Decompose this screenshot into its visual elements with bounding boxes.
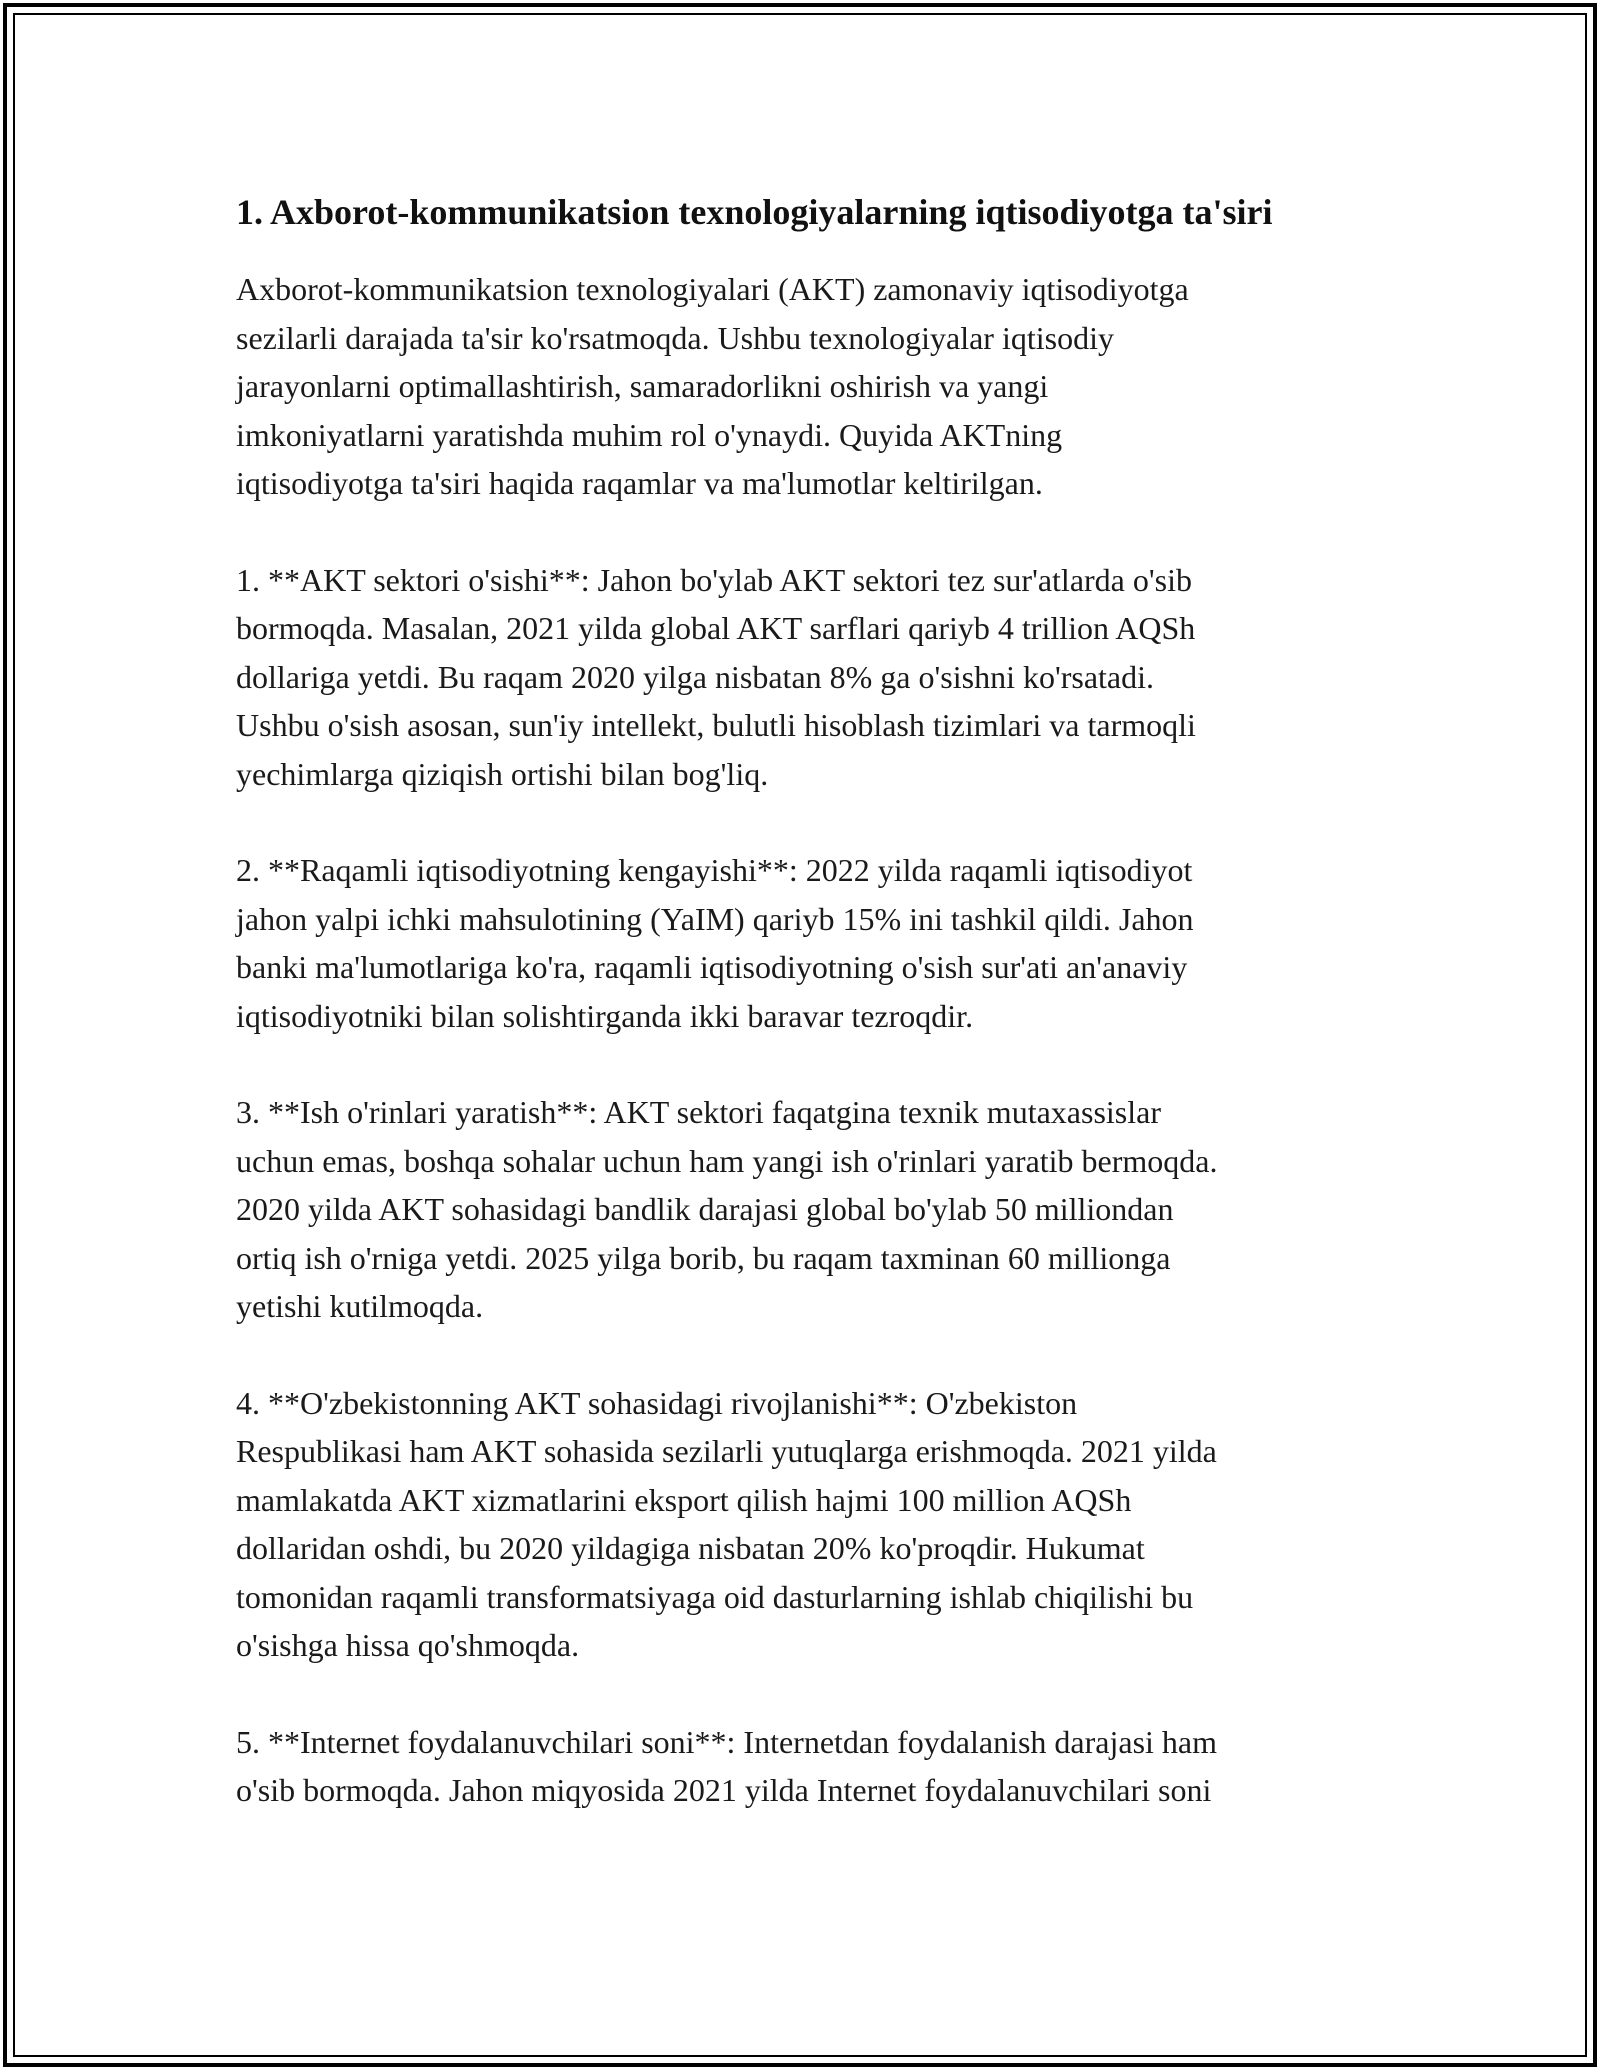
section-heading: 1. Axborot-kommunikatsion texnologiyalarning iqtisodiyotga ta'siri [236, 192, 1273, 232]
document-body [236, 185, 1366, 1863]
point-1-paragraph: 1. **AKT sektori o'sishi**: Jahon bo'ylab AKT sektori tez sur'atlarda o'sib bormoqda. Masalan, 2021 yilda global AKT sarflari qariyb 4 trillion AQSh dollariga yetdi. Bu raqam 2020 yilga nisbatan 8% ga o'sishni ko'rsatadi. Ushbu o'sish asosan, sun'iy intellekt, bulutli hisoblash tizimlari va tarmoqli yechimlarga qiziqish ortishi bilan bog'liq. [236, 561, 1196, 792]
point-3-paragraph: 3. **Ish o'rinlari yaratish**: AKT sektori faqatgina texnik mutaxassislar uchun emas, boshqa sohalar uchun ham yangi ish o'rinlari yaratib bermoqda. 2020 yilda AKT sohasidagi bandlik darajasi global bo'ylab 50 milliondan ortiq ish o'rniga yetdi. 2025 yilga borib, bu raqam taxminan 60 millionga yetishi kutilmoqda. [236, 1094, 1218, 1324]
point-5-paragraph: 5. **Internet foydalanuvchilari soni**: Internetdan foydalanish darajasi ham o'sib bormoqda. Jahon miqyosida 2021 yilda Internet foydalanuvchilari soni [236, 1723, 1218, 1808]
point-2-paragraph: 2. **Raqamli iqtisodiyotning kengayishi**: 2022 yilda raqamli iqtisodiyot jahon yalpi ichki mahsulotining (YaIM) qariyb 15% ini tashkil qildi. Jahon banki ma'lumotlariga ko'ra, raqamli iqtisodiyotning o'sish sur'ati an'anaviy iqtisodiyotniki bilan solishtirganda ikki baravar tezroqdir. [236, 852, 1194, 1034]
intro-paragraph: Axborot-kommunikatsion texnologiyalari (AKT) zamonaviy iqtisodiyotga sezilarli darajada ta'sir ko'rsatmoqda. Ushbu texnologiyalar iqtisodiy jarayonlarni optimallashtirish, samaradorlikni oshirish va yangi imkoniyatlarni yaratishda muhim rol o'ynaydi. Quyida AKTning iqtisodiyotga ta'siri haqida raqamlar va ma'lumotlar keltirilgan. [236, 271, 1189, 501]
point-4-paragraph: 4. **O'zbekistonning AKT sohasidagi rivojlanishi**: O'zbekiston Respublikasi ham AKT sohasida sezilarli yutuqlarga erishmoqda. 2021 yilda mamlakatda AKT xizmatlarini eksport qilish hajmi 100 million AQSh dollaridan oshdi, bu 2020 yildagiga nisbatan 20% ko'proqdir. Hukumat tomonidan raqamli transformatsiyaga oid dasturlarning ishlab chiqilishi bu o'sishga hissa qo'shmoqda. [236, 1384, 1217, 1663]
